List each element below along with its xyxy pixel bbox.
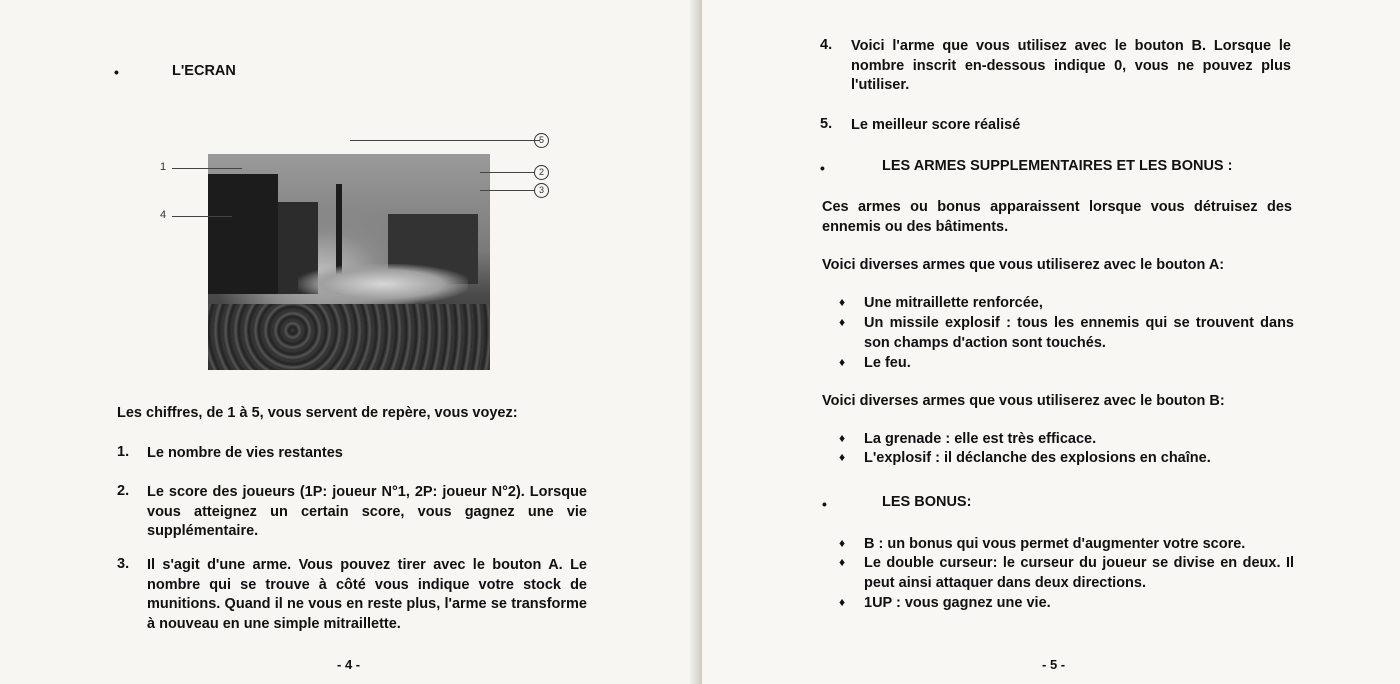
list-item: Un missile explosif : tous les ennemis qui se trouvent dans son champs d'action sont touchés. bbox=[864, 315, 1294, 351]
section-bullet: • bbox=[820, 160, 825, 176]
page-number: - 4 - bbox=[337, 657, 361, 672]
item-number: 1. bbox=[117, 444, 130, 460]
section-title: LES BONUS: bbox=[882, 494, 972, 510]
paragraph: Ces armes ou bonus apparaissent lorsque vous détruisez des ennemis ou des bâtiments. bbox=[822, 199, 1292, 235]
game-screen-figure bbox=[150, 130, 560, 375]
item-number: 2. bbox=[117, 483, 130, 499]
page-number: - 5 - bbox=[1042, 657, 1066, 672]
intro-text: Les chiffres, de 1 à 5, vous servent de repère, vous voyez: bbox=[117, 405, 518, 421]
button-b-intro: Voici diverses armes que vous utiliserez avec le bouton B: bbox=[822, 393, 1225, 409]
left-page bbox=[0, 0, 698, 684]
item-text: Le score des joueurs (1P: joueur N°1, 2P: joueur N°2). Lorsque vous atteignez un certain score, vous gagnez une vie supplémentaire. bbox=[147, 484, 587, 539]
section-title: L'ECRAN bbox=[172, 63, 236, 79]
button-a-intro: Voici diverses armes que vous utiliserez avec le bouton A: bbox=[822, 257, 1225, 273]
game-screenshot bbox=[208, 154, 490, 370]
item-text: Voici l'arme que vous utilisez avec le bouton B. Lorsque le nombre inscrit en-dessous indique 0, vous ne pouvez plus l'utiliser. bbox=[851, 38, 1291, 93]
list-item: Le double curseur: le curseur du joueur se divise en deux. Il peut ainsi attaquer dans deux directions. bbox=[864, 555, 1294, 591]
list-item: L'explosif : il déclanche des explosions en chaîne. bbox=[864, 450, 1211, 466]
diamond-bullet: ♦ bbox=[839, 450, 846, 464]
callout-5: 5 bbox=[534, 133, 549, 148]
section-bullet: • bbox=[822, 496, 827, 512]
diamond-bullet: ♦ bbox=[839, 431, 846, 445]
item-text: Le nombre de vies restantes bbox=[147, 445, 343, 461]
callout-3: 3 bbox=[534, 183, 549, 198]
callout-2: 2 bbox=[534, 165, 549, 180]
callout-1: 1 bbox=[160, 161, 167, 173]
right-page bbox=[702, 0, 1400, 684]
section-title: LES ARMES SUPPLEMENTAIRES ET LES BONUS : bbox=[882, 158, 1233, 174]
list-item: B : un bonus qui vous permet d'augmenter votre score. bbox=[864, 536, 1246, 552]
item-number: 3. bbox=[117, 556, 130, 572]
diamond-bullet: ♦ bbox=[839, 355, 846, 369]
item-text: Il s'agit d'une arme. Vous pouvez tirer avec le bouton A. Le nombre qui se trouve à côté vous indique votre stock de munitions. Quand il ne vous en reste plus, l'arme se transforme à nouveau en une simple mitraillette. bbox=[147, 557, 587, 632]
section-bullet: • bbox=[114, 64, 119, 80]
diamond-bullet: ♦ bbox=[839, 595, 846, 609]
diamond-bullet: ♦ bbox=[839, 555, 846, 569]
diamond-bullet: ♦ bbox=[839, 295, 846, 309]
list-item: Le feu. bbox=[864, 355, 911, 371]
list-item: 1UP : vous gagnez une vie. bbox=[864, 595, 1051, 611]
callout-4: 4 bbox=[160, 209, 167, 221]
list-item: La grenade : elle est très efficace. bbox=[864, 431, 1097, 447]
diamond-bullet: ♦ bbox=[839, 536, 846, 550]
item-text: Le meilleur score réalisé bbox=[851, 117, 1021, 133]
item-number: 5. bbox=[820, 116, 833, 132]
diamond-bullet: ♦ bbox=[839, 315, 846, 329]
item-number: 4. bbox=[820, 37, 833, 53]
list-item: Une mitraillette renforcée, bbox=[864, 295, 1043, 311]
